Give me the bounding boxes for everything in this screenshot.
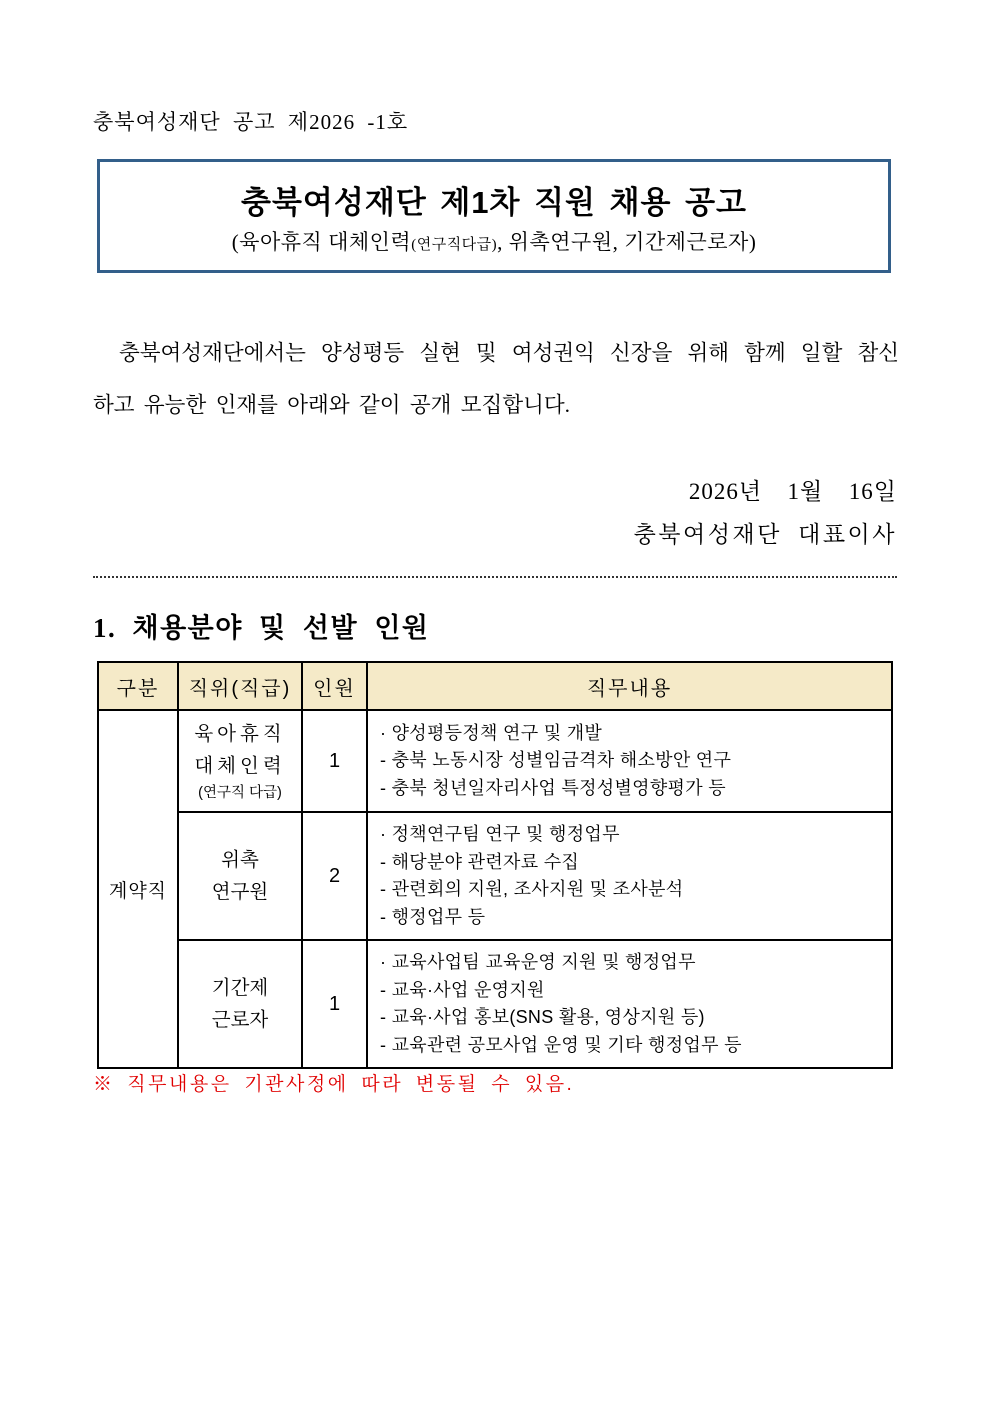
title-box <box>97 159 891 273</box>
duty-line: - 관련회의 지원, 조사지원 및 조사분석 <box>380 879 684 899</box>
duty-line: · 정책연구팀 연구 및 행정업무 <box>380 824 620 844</box>
doc-number: 충북여성재단 공고 제2026 -1호 <box>93 110 409 134</box>
position-line: 근로자 <box>211 1009 269 1031</box>
count-cell: 1 <box>302 940 367 1068</box>
page-subtitle <box>232 226 757 256</box>
position-cell <box>178 710 302 812</box>
duties-cell <box>367 940 892 1068</box>
duty-line: - 해당분야 관련자료 수집 <box>380 851 580 872</box>
position-line: 육아휴직 <box>194 723 286 745</box>
count-cell: 2 <box>302 812 367 940</box>
position-line: 기간제 <box>211 977 269 999</box>
recruitment-table <box>97 661 893 1069</box>
position-cell <box>178 940 302 1068</box>
col-header-position: 직위(직급) <box>178 662 302 710</box>
table-row <box>98 710 892 812</box>
dotted-divider <box>93 576 897 578</box>
intro-paragraph-line1: 충북여성재단에서는 양성평등 실현 및 여성권익 신장을 위해 함께 일할 참신 <box>119 341 899 365</box>
position-line: 위촉 <box>221 849 259 871</box>
page-title: 충북여성재단 제1차 직원 채용 공고 <box>241 184 747 220</box>
position-line: 연구원 <box>211 881 269 903</box>
section1-heading: 1. 채용분야 및 선발 인원 <box>93 613 430 643</box>
table-row <box>98 940 892 1068</box>
subtitle-suffix: , 위촉연구원, 기간제근로자) <box>497 229 757 254</box>
category-cell: 계약직 <box>98 710 178 1068</box>
duty-line: - 교육관련 공모사업 운영 및 기타 행정업무 등 <box>380 1034 742 1055</box>
table-row <box>98 812 892 940</box>
signature-line: 충북여성재단 대표이사 <box>633 522 897 547</box>
subtitle-small-text: (연구직다급) <box>411 236 498 253</box>
position-grade-note: (연구직 다급) <box>198 785 282 801</box>
duty-line: - 행정업무 등 <box>380 906 486 927</box>
col-header-count: 인원 <box>302 662 367 710</box>
duty-line: - 충북 청년일자리사업 특정성별영향평가 등 <box>380 777 726 798</box>
col-header-duties: 직무내용 <box>367 662 892 710</box>
count-cell: 1 <box>302 710 367 812</box>
intro-paragraph-line2: 하고 유능한 인재를 아래와 같이 공개 모집합니다. <box>93 393 571 417</box>
position-cell <box>178 812 302 940</box>
position-line: 대체인력 <box>194 755 286 777</box>
duty-line: - 교육·사업 홍보(SNS 활용, 영상지원 등) <box>380 1007 705 1027</box>
table-header-row <box>98 662 892 710</box>
announcement-date: 2026년 1월 16일 <box>688 479 897 504</box>
duties-cell <box>367 710 892 812</box>
duties-cell <box>367 812 892 940</box>
duty-line: · 교육사업팀 교육운영 지원 및 행정업무 <box>380 952 696 972</box>
col-header-category: 구분 <box>98 662 178 710</box>
red-footnote: ※ 직무내용은 기관사정에 따라 변동될 수 있음. <box>93 1074 575 1095</box>
subtitle-prefix: (육아휴직 대체인력 <box>231 229 412 254</box>
duty-line: - 교육·사업 운영지원 <box>380 979 545 1000</box>
duty-line: · 양성평등정책 연구 및 개발 <box>380 722 603 743</box>
duty-line: - 충북 노동시장 성별임금격차 해소방안 연구 <box>380 750 732 771</box>
